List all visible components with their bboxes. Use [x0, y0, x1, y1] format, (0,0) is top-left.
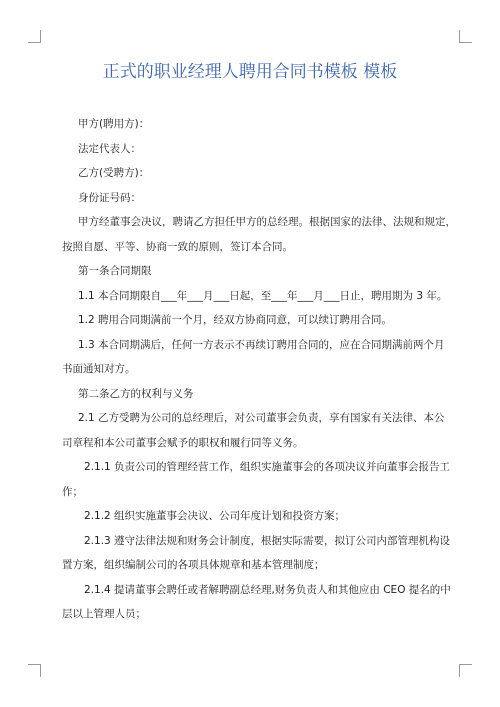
paragraph: 第二条乙方的权利与义务 [78, 387, 194, 400]
paragraph: 身份证号码： [78, 191, 141, 204]
paragraph: 按照自愿、平等、协商一致的原则，签订本合同。 [62, 240, 293, 253]
crop-mark-top-left [28, 30, 41, 43]
paragraph: 层以上管理人员； [62, 608, 146, 620]
paragraph: 1.1 本合同期限自___年___月___日起，至___年___月___日止，聘用期为 3 年。 [78, 289, 448, 302]
paragraph: 书面通知对方。 [62, 363, 136, 375]
paragraph: 作； [62, 485, 83, 498]
paragraph: 2.1.4 提请董事会聘任或者解聘副总经理,财务负责人和其他应由 CEO 提名的中 [84, 583, 451, 596]
paragraph: 司章程和本公司董事会赋予的职权和履行同等义务。 [62, 436, 304, 449]
crop-mark-top-right [459, 30, 472, 43]
crop-mark-bottom-left [28, 664, 41, 677]
paragraph: 2.1.2 组织实施董事会决议、公司年度计划和投资方案； [84, 510, 346, 522]
paragraph: 乙方(受聘方)： [78, 167, 150, 179]
paragraph: 1.3 本合同期满后，任何一方表示不再续订聘用合同的，应在合同期满前两个月 [78, 338, 445, 351]
crop-mark-bottom-right [459, 664, 472, 677]
paragraph: 2.1 乙方受聘为公司的总经理后，对公司董事会负责，享有国家有关法律、本公 [78, 412, 445, 424]
paragraph: 甲方经董事会决议，聘请乙方担任甲方的总经理。根据国家的法律、法规和规定， [78, 216, 456, 228]
paragraph: 第一条合同期限 [78, 265, 152, 277]
paragraph: 甲方(聘用方)： [78, 118, 150, 130]
document-body [62, 112, 456, 627]
document-title: 正式的职业经理人聘用合同书模板 模板 [102, 62, 398, 82]
paragraph: 置方案，组织编制公司的各项具体规章和基本管理制度； [62, 559, 325, 571]
paragraph: 1.2 聘用合同期满前一个月，经双方协商同意，可以续订聘用合同。 [78, 314, 393, 326]
paragraph: 法定代表人： [78, 142, 141, 155]
paragraph: 2.1.1 负责公司的管理经营工作，组织实施董事会的各项决议并向董事会报告工 [84, 461, 451, 473]
paragraph: 2.1.3 遵守法律法规和财务会计制度，根据实际需要，拟订公司内部管理机构设 [84, 534, 451, 547]
